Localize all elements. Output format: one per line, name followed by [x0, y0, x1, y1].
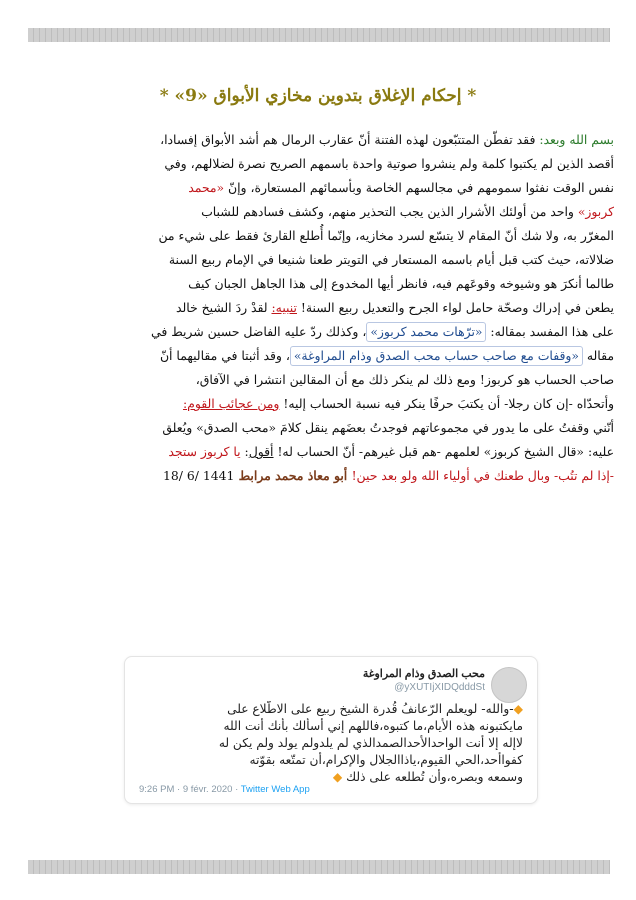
tweet-line-1 — [139, 701, 523, 718]
warning-text-a: يا كربوز ستجد — [168, 444, 241, 459]
line-3 — [26, 176, 614, 200]
i-say-label: أقول — [248, 444, 274, 459]
tweet-author-name[interactable]: محب الصدق وذام المراوغة — [362, 668, 485, 680]
date: 18/ 6/ 1441 — [162, 468, 235, 483]
line-12-text: وأتحدّاه -إن كان رجلا- أن يكتبَ حرفًا ينكر فيه نسبة الحساب إليه! — [279, 396, 614, 411]
tweet-line-5-text: وسمعه وبصره،وأن تُطلعه على ذلك — [342, 770, 523, 784]
article-link-1[interactable]: «ترّهات محمد كربوز» — [366, 322, 486, 342]
top-decorative-bar — [28, 28, 610, 42]
title-star-left: * — [467, 86, 477, 106]
line-10-text-a: مقاله — [582, 348, 614, 363]
avatar[interactable] — [491, 667, 527, 703]
notice-label: تنبيه: — [271, 300, 297, 315]
line-10 — [26, 344, 614, 368]
tweet-card[interactable] — [124, 656, 538, 804]
line-11: صاحب الحساب هو كربوز! ومع ذلك لم ينكر ذلك مع أن المقالين انتشرا في الآفاق، — [195, 372, 614, 387]
line-9-text-b: ، وكذلك ردّ عليه الفاضل حسين شريط في — [151, 324, 367, 339]
tweet-line-1-text: -والله- لويعلم الرّعانفُ قُدرة الشيخ ربيع على الاطّلاع على — [227, 702, 514, 716]
title-text: إحكام الإغلاق بتدوين مخازي الأبواق — [213, 86, 462, 106]
tweet-line-3: لاإله إلا أنت الواحدالأحدالصمدالذي لم يلدولم يولد ولم يكن له — [218, 736, 523, 750]
line-8-text-b: لقدْ ردَ الشيخ خالد — [175, 300, 272, 315]
name-highlight-a: «محمد — [188, 180, 225, 195]
line-9-text-a: على هذا المفسد بمقاله: — [486, 324, 614, 339]
tweet-line-2: مايكتبونه هذه الأيام،ما كتبوه،فاللهم إني أسألك بأنك أنت الله — [223, 719, 523, 733]
line-6: ضلالاته، حيث كتب قبل أيام باسمه المستعار في التويتر طعنا شنيعا في الإمام ربيع السنة — [168, 252, 614, 267]
line-14-text: عليه: «قال الشيخ كربوز» لعلمهم -هم قبل غيرهم- أنّ الحساب له! — [273, 444, 614, 459]
line-15 — [26, 464, 614, 488]
line-7: طالما أنكرَ هو وشيوخه وقوعَهم فيه، فانظر أيها المخدوع إلى هذا الجاهل الجبان كيف — [188, 276, 614, 291]
article-body — [26, 128, 614, 488]
page-title — [0, 86, 636, 106]
line-5: المغرّر به، ولا شك أنّ المقام لا يتسّع لسرد مخازيه، وإنّما أُطلع القارئ فقط على شيء من — [158, 228, 614, 243]
tweet-source[interactable]: Twitter Web App — [240, 784, 310, 795]
basmala: بسم الله وبعد: — [539, 132, 614, 147]
line-13: أنّني وقفتُ على ما يدور في مجموعاتهم فوجدتُ بعضَهم ينقل كلامَ «محب الصدق» ويُعلق — [162, 420, 614, 435]
name-highlight-b: كربوز» — [577, 204, 614, 219]
line-4 — [26, 200, 614, 224]
orange-diamond-icon: ◆ — [332, 770, 343, 784]
line-1-text: فقد تفطّن المتتبّعون لهذه الفتنة أنّ عقارب الرمال هم أشد الأبواق إفسادا، — [160, 132, 540, 147]
line-10-text-b: ، وقد أثبتا في مقاليهما أنّ — [159, 348, 290, 363]
line-12 — [26, 392, 614, 416]
tweet-author-handle[interactable]: @yXUTIjXIDQdddSt — [394, 682, 485, 693]
line-4-text: واحد من أولئك الأشرار الذين يجب التحذير منهم، وكشف فسادهم للشباب — [201, 204, 578, 219]
line-2: أقصد الذين لم يكتبوا كلمة ولم ينشروا صوتية واحدة باسمهم الصريح نصرة لضلالهم، وفي — [164, 156, 614, 171]
article-link-2[interactable]: «وقفات مع صاحب حساب محب الصدق وذام المراوغة» — [290, 346, 583, 366]
orange-diamond-icon: ◆ — [513, 702, 523, 716]
tweet-text — [139, 701, 523, 786]
warning-text-b: -إذا لم تتُب- وبال طعنك في أولياء الله ولو بعد حين! — [351, 468, 614, 483]
line-14 — [26, 440, 614, 464]
line-8 — [26, 296, 614, 320]
line-3-text: نفس الوقت نفثوا سمومهم في مجالسهم الخاصة وبأسمائهم المستعارة، وإنّ — [224, 180, 614, 195]
tweet-meta — [139, 784, 310, 795]
bottom-decorative-bar — [28, 860, 610, 874]
tweet-line-4: كفواأحد،الحي القيوم،ياذاالجلال والإكرام،أن تمتّعه بقوّته — [249, 753, 523, 767]
line-9 — [26, 320, 614, 344]
wonders-label: ومن عجائب القوم: — [182, 396, 280, 411]
line-1 — [26, 128, 614, 152]
tweet-timestamp[interactable]: 9:26 PM · 9 févr. 2020 · — [139, 784, 241, 795]
title-star-right: * — [159, 86, 169, 106]
signature: أبو معاذ محمد مرابط — [234, 468, 352, 483]
line-8-text-a: يطعن في إدراك وصحّة حامل لواء الجرح والتعديل ربيع السنة! — [296, 300, 614, 315]
line-14-colon: : — [240, 444, 249, 459]
title-number: «9» — [174, 86, 208, 106]
